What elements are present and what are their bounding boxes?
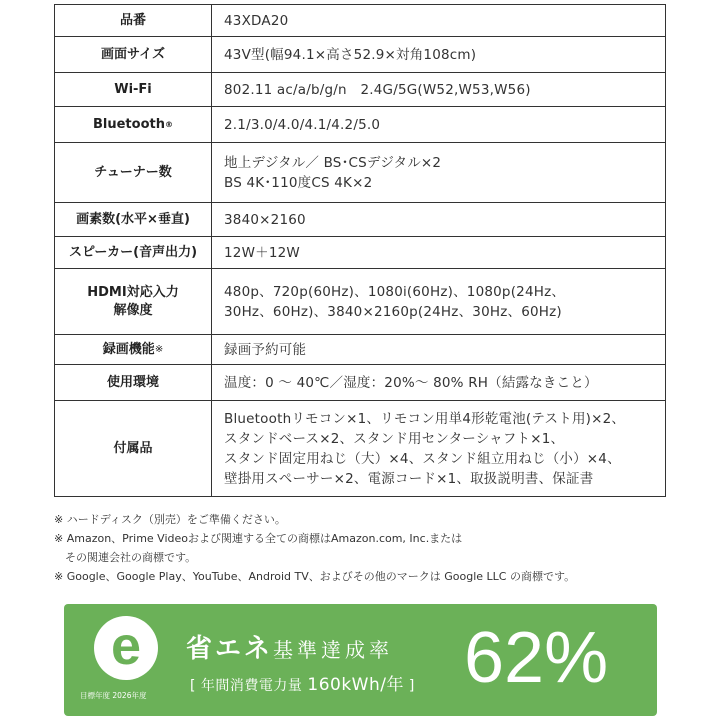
eco-title-main: 省エネ [186, 634, 274, 664]
spec-label-text: 付属品 [113, 440, 153, 456]
spec-value [212, 401, 666, 497]
eco-target-year: 目標年度 2026年度 [80, 691, 147, 700]
spec-value-line: 温度：0 ～ 40℃／湿度：20%～ 80% RH（結露なきこと） [224, 374, 598, 391]
spec-value [212, 5, 666, 37]
footnote: その関連会社の商標です。 [54, 551, 197, 564]
spec-label-line: 解像度 [113, 302, 153, 318]
eco-consumption-prefix: [ 年間消費電力量 [190, 678, 308, 694]
spec-value-line: 壁掛用スペーサー×2、電源コード×1、取扱説明書、保証書 [224, 470, 594, 487]
energy-saving-banner [64, 604, 657, 716]
spec-value-line: スタンド固定用ねじ（大）×4、スタンド組立用ねじ（小）×4、 [224, 450, 621, 467]
eco-achievement-rate: 62% [464, 618, 609, 698]
spec-value [212, 37, 666, 73]
spec-label-mark: ※ [154, 343, 164, 355]
spec-label-text: 品番 [119, 12, 146, 28]
spec-label-text: 使用環境 [106, 374, 159, 390]
spec-value-line: 録画予約可能 [224, 341, 307, 358]
spec-row [55, 5, 666, 37]
spec-label-text: Bluetooth [93, 116, 165, 132]
spec-label-text: チューナー数 [94, 164, 172, 180]
spec-value-line: 802.11 ac/a/b/g/n 2.4G/5G(W52,W53,W56) [224, 81, 531, 98]
footnote: ※ ハードディスク（別売）をご準備ください。 [54, 513, 286, 526]
spec-value-line: 43V型(幅94.1×高さ52.9×対角108cm) [224, 46, 477, 63]
eco-title [186, 628, 393, 665]
spec-value-line: BS 4K･110度CS 4K×2 [224, 174, 373, 191]
spec-value [212, 143, 666, 203]
spec-label-text: 画面サイズ [101, 46, 165, 62]
footnote: ※ Google、Google Play、YouTube、Android TV、およびその他のマークは Google LLC の商標です。 [54, 570, 576, 583]
spec-table [54, 4, 666, 497]
spec-label [55, 401, 212, 497]
spec-value-line: 地上デジタル／ BS･CSデジタル×2 [224, 154, 442, 171]
spec-row [55, 269, 666, 335]
spec-label [55, 107, 212, 143]
spec-value-line: 3840×2160 [224, 211, 306, 228]
spec-label-text: 録画機能 [102, 341, 155, 357]
spec-label [55, 365, 212, 401]
spec-label [55, 73, 212, 107]
spec-label-text: Wi-Fi [114, 81, 152, 97]
spec-value [212, 107, 666, 143]
footnote: ※ Amazon、Prime Videoおよび関連する全ての商標はAmazon.com, Inc.または [54, 532, 463, 545]
spec-label [55, 143, 212, 203]
spec-label [55, 237, 212, 269]
spec-value [212, 269, 666, 335]
spec-value [212, 335, 666, 365]
spec-value-line: 30Hz、60Hz)、3840×2160p(24Hz、30Hz、60Hz) [224, 303, 562, 320]
spec-row [55, 37, 666, 73]
spec-label-line: HDMI対応入力 [87, 284, 179, 300]
spec-row [55, 335, 666, 365]
spec-value-line: 480p、720p(60Hz)、1080i(60Hz)、1080p(24Hz、 [224, 283, 566, 300]
spec-value-line: 12W＋12W [224, 244, 300, 261]
eco-consumption-suffix: ] [403, 678, 415, 694]
spec-row [55, 143, 666, 203]
spec-label-text: 画素数(水平×垂直) [76, 211, 190, 227]
spec-value-line: Bluetoothリモコン×1、リモコン用単4形乾電池(テスト用)×2、 [224, 410, 626, 427]
spec-label [55, 335, 212, 365]
spec-row [55, 107, 666, 143]
spec-row [55, 73, 666, 107]
spec-value [212, 365, 666, 401]
spec-value [212, 203, 666, 237]
spec-row [55, 365, 666, 401]
spec-value-line: 2.1/3.0/4.0/4.1/4.2/5.0 [224, 116, 381, 133]
spec-row [55, 401, 666, 497]
footnotes [54, 510, 674, 586]
spec-value-line: スタンドベース×2、スタンド用センターシャフト×1、 [224, 430, 565, 447]
eco-consumption-value: 160kWh/年 [307, 675, 404, 695]
spec-value [212, 73, 666, 107]
spec-label-text: スピーカー(音声出力) [68, 244, 198, 260]
eco-logo-letter: e [110, 616, 142, 676]
spec-label [55, 203, 212, 237]
spec-label [55, 37, 212, 73]
eco-e-mark-icon [94, 616, 158, 680]
eco-annual-consumption [190, 670, 415, 695]
spec-label [55, 269, 212, 335]
spec-row [55, 203, 666, 237]
spec-label [55, 5, 212, 37]
eco-title-sub: 基準達成率 [273, 638, 394, 662]
spec-row [55, 237, 666, 269]
spec-value [212, 237, 666, 269]
spec-label-mark: ® [164, 119, 173, 129]
spec-value-line: 43XDA20 [224, 12, 289, 29]
